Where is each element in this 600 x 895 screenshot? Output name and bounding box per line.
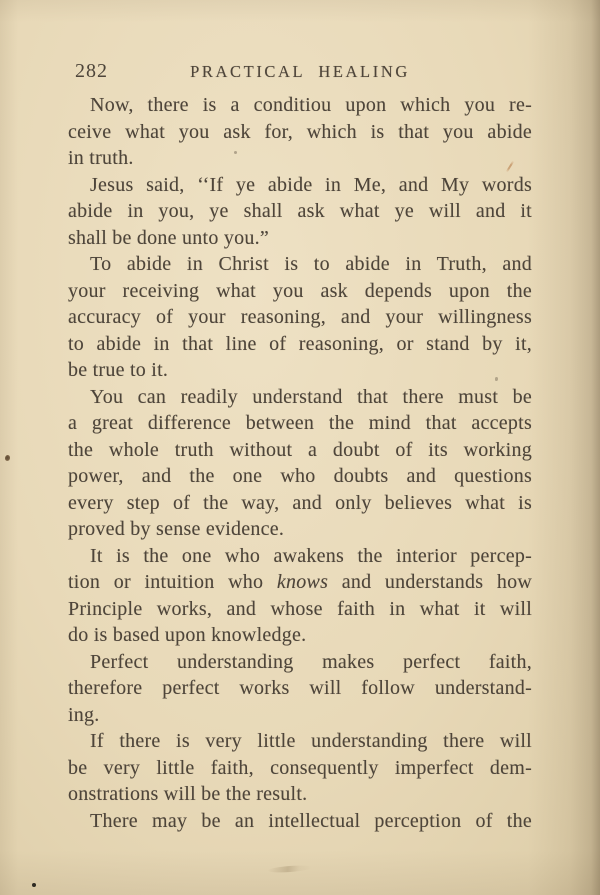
text-line: the whole truth without a doubt of its working — [68, 438, 532, 461]
text-line: your receiving what you ask depends upon the — [68, 279, 532, 302]
text-line: to abide in that line of reasoning, or stand by it, — [68, 332, 532, 355]
running-title: PRACTICAL HEALING — [190, 62, 410, 81]
text-line: abide in you, ye shall ask what ye will and it — [68, 200, 532, 222]
text-line: To abide in Christ is to abide in Truth, and — [90, 253, 532, 275]
text-line: accuracy of your reasoning, and your willingness — [68, 306, 532, 328]
text-line: tion or intuition who knows and understands how — [68, 571, 533, 593]
text-line: Jesus said, ‘‘If ye abide in Me, and My words — [90, 173, 532, 196]
body-text — [68, 92, 532, 834]
text-line: There may be an intellectual perception of the — [90, 809, 532, 832]
text-line: It is the one who awakens the interior percep- — [90, 544, 532, 567]
text-line: You can readily understand that there must be — [90, 385, 532, 408]
page-number: 282 — [75, 60, 108, 82]
text-line: Now, there is a conditiou upon which you re- — [90, 94, 532, 116]
text-line: therefore perfect works will follow understand- — [68, 677, 532, 699]
ink-dot-left-margin — [5, 455, 10, 461]
text-line: do is based upon knowledge. — [68, 624, 307, 646]
text-line: shall be done unto you.” — [68, 226, 269, 249]
text-line: every step of the way, and only believes what is — [68, 491, 532, 514]
text-line: proved by sense evidence. — [68, 518, 285, 540]
ink-dot-bottom — [32, 883, 36, 887]
text-line: in truth. — [68, 147, 134, 169]
text-line: power, and the one who doubts and questions — [68, 465, 532, 487]
text-line: onstrations will be the result. — [68, 783, 308, 805]
text-line: Perfect understanding makes perfect faith, — [90, 650, 532, 673]
text-line: ceive what you ask for, which is that you abide — [68, 120, 532, 143]
page-header — [68, 58, 532, 84]
text-line: a great difference between the mind that accepts — [68, 412, 532, 434]
text-line: be very little faith, consequently imperfect dem- — [68, 756, 532, 779]
text-line: be true to it. — [68, 359, 169, 381]
paper-smudge — [268, 864, 312, 873]
text-line: If there is very little understanding there will — [90, 730, 532, 752]
text-line: ing. — [68, 703, 100, 726]
paper-speck — [234, 151, 237, 154]
text-line: Principle works, and whose faith in what it will — [68, 597, 532, 620]
